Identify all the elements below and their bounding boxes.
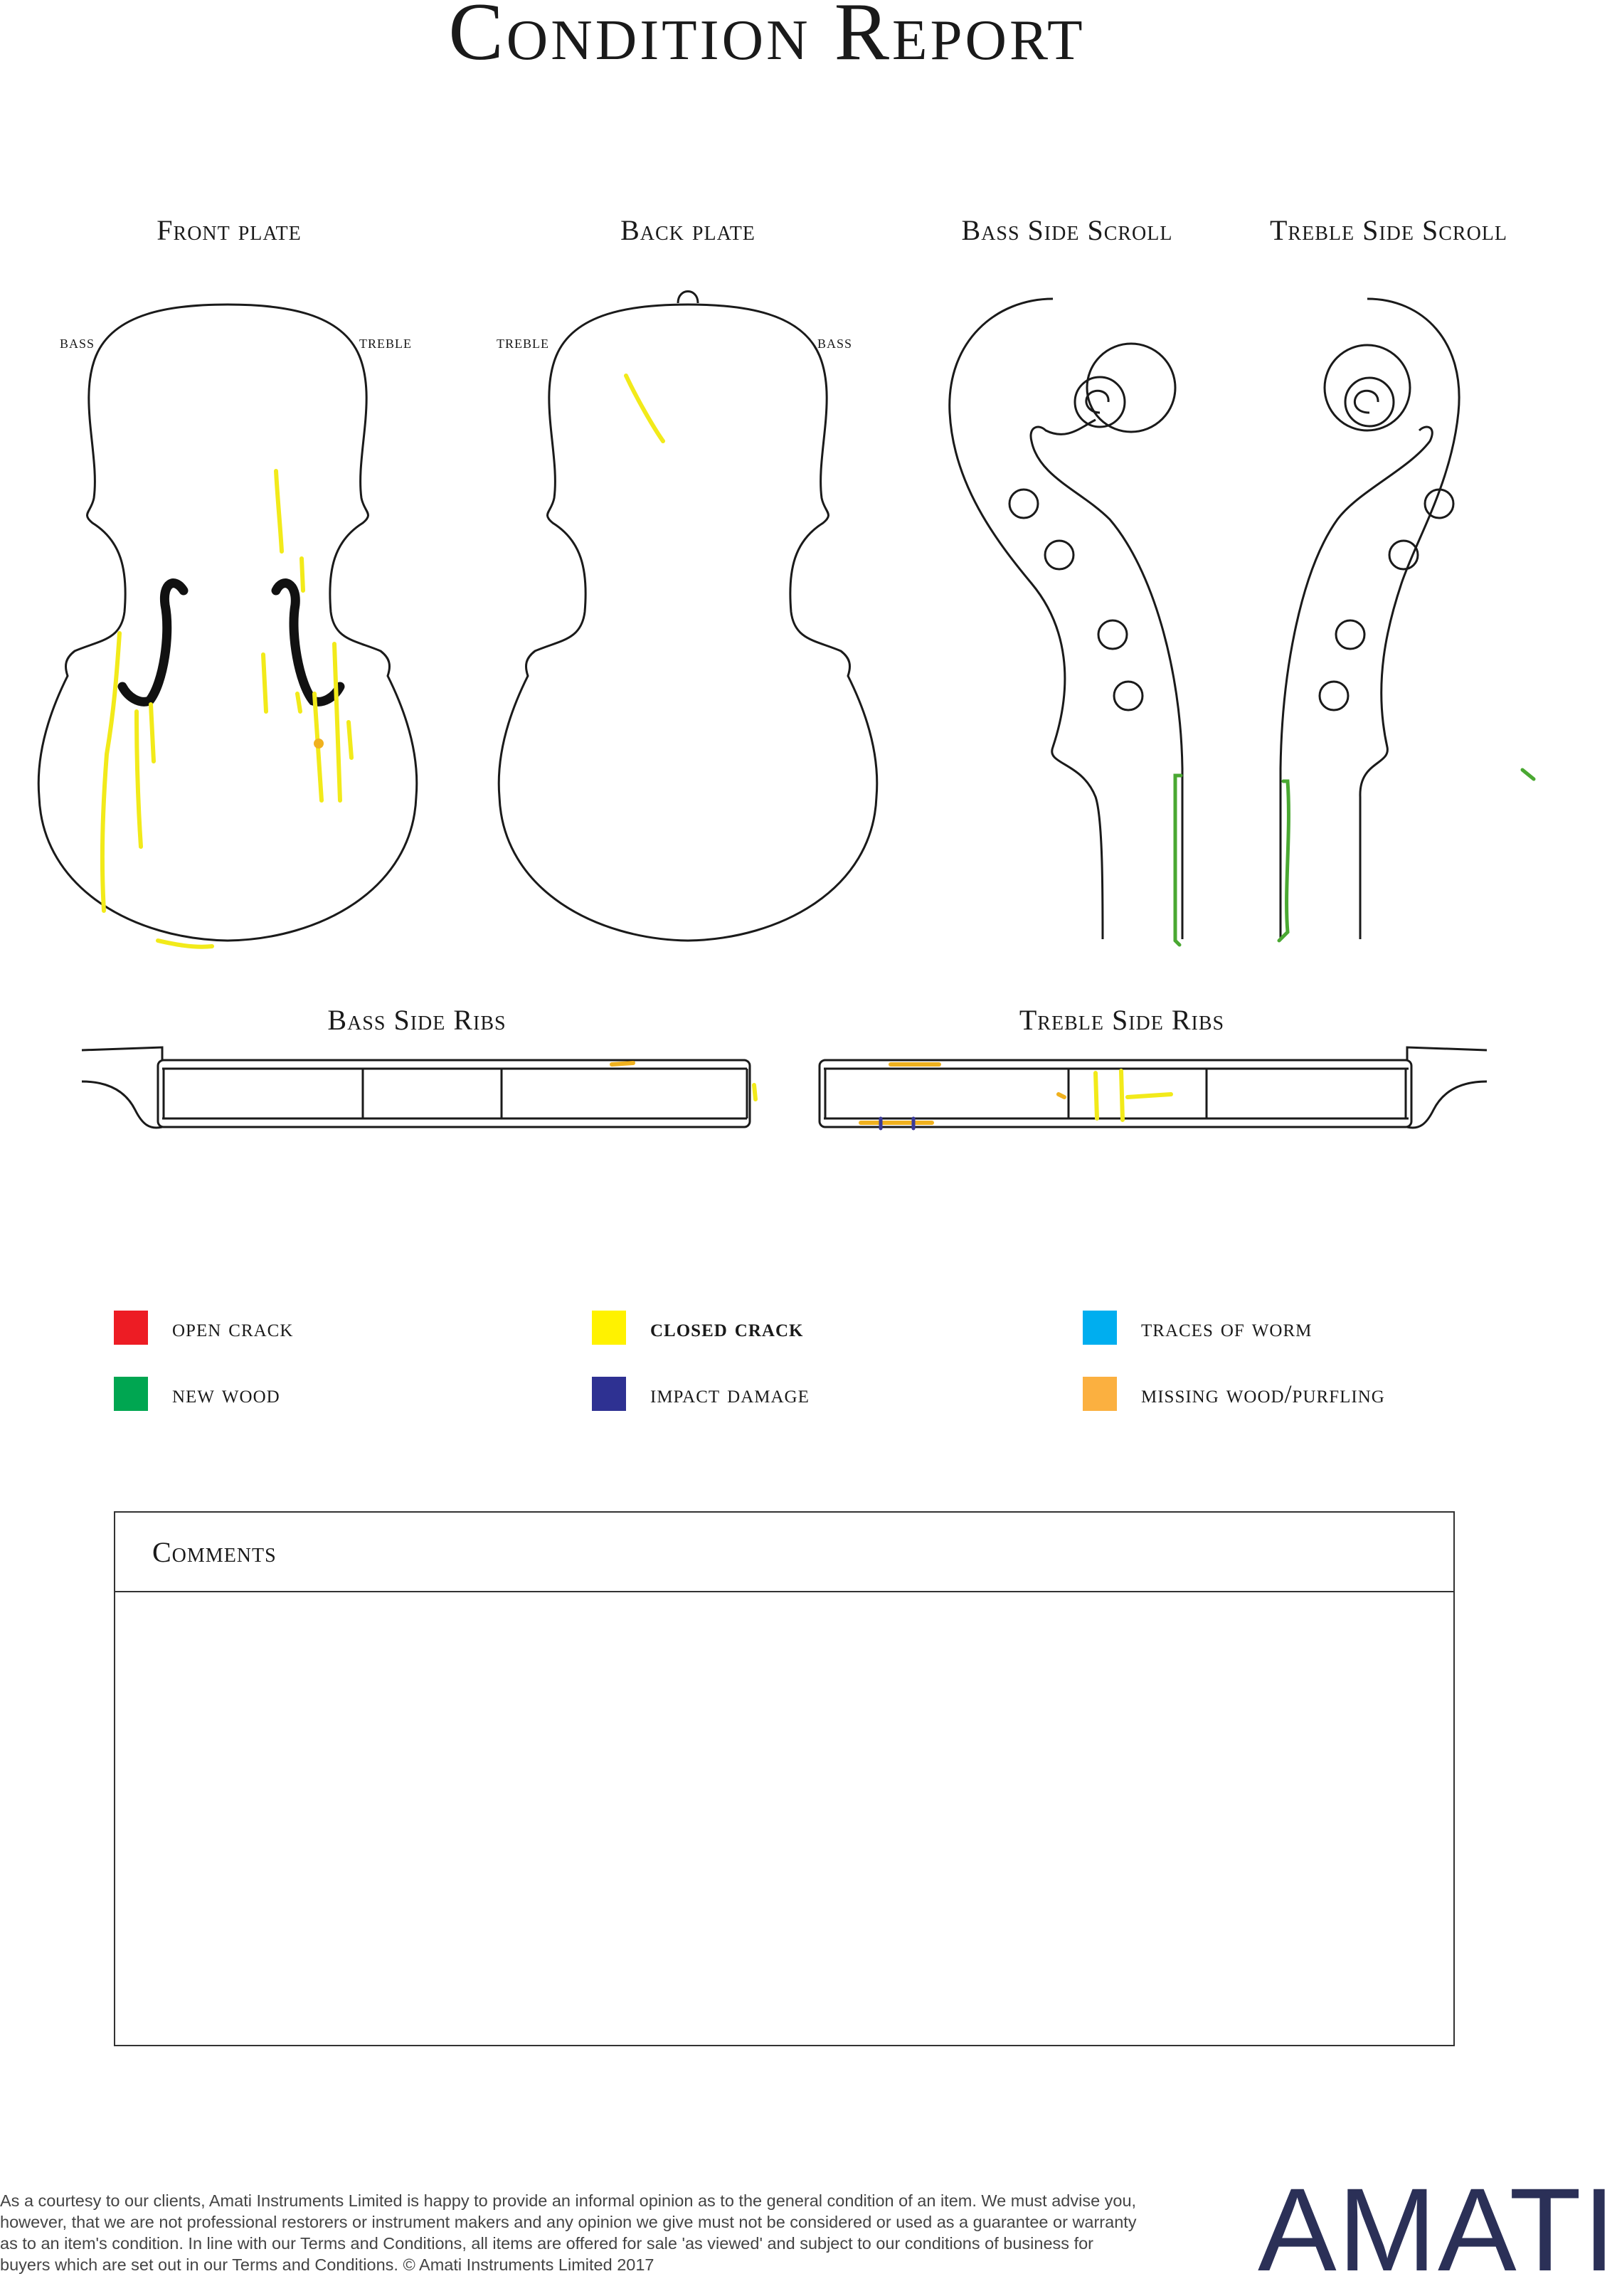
- impact-damage-swatch: [592, 1377, 626, 1411]
- legend-new-wood: [114, 1375, 280, 1412]
- bass-f-hole: [122, 583, 184, 702]
- closed-crack-markings: [102, 376, 1171, 1120]
- treble-side-ribs-outline: [820, 1047, 1487, 1128]
- legend-label: new wood: [172, 1380, 280, 1408]
- comments-body[interactable]: [115, 1592, 1453, 2045]
- front-bass-side-label: bass: [60, 333, 95, 352]
- back-treble-side-label: treble: [497, 333, 549, 352]
- legend-traces-of-worm: [1083, 1309, 1312, 1346]
- front-plate-outline: [38, 305, 417, 941]
- legend-label: open crack: [172, 1313, 294, 1342]
- legend-missing-wood-purfling: [1083, 1375, 1385, 1412]
- bass-side-scroll-label: Bass Side Scroll: [961, 214, 1173, 246]
- legend-label: impact damage: [650, 1380, 810, 1408]
- back-bass-side-label: bass: [817, 333, 853, 352]
- legend-label: traces of worm: [1141, 1313, 1313, 1342]
- missing-wood-swatch: [1083, 1377, 1117, 1411]
- traces-of-worm-swatch: [1083, 1311, 1117, 1345]
- legend-closed-crack: [592, 1309, 803, 1346]
- front-plate-label: Front plate: [157, 214, 302, 246]
- closed-crack-swatch: [592, 1311, 626, 1345]
- open-crack-swatch: [114, 1311, 148, 1345]
- comments-box: [114, 1511, 1455, 2046]
- bass-side-ribs-label: Bass Side Ribs: [327, 1004, 507, 1036]
- back-plate-button: [678, 292, 698, 304]
- legend-impact-damage: [592, 1375, 810, 1412]
- treble-side-scroll-label: Treble Side Scroll: [1269, 214, 1508, 246]
- new-wood-markings: [1175, 770, 1534, 945]
- missing-wood-markings: [316, 741, 1064, 1123]
- bass-side-scroll-outline: [950, 299, 1182, 939]
- comments-heading: Comments: [115, 1513, 1453, 1592]
- legend-label: closed crack: [650, 1313, 804, 1342]
- instrument-diagram: [0, 0, 1534, 1210]
- treble-side-ribs-label: Treble Side Ribs: [1019, 1004, 1225, 1036]
- disclaimer-text: As a courtesy to our clients, Amati Instruments Limited is happy to provide an informal opinion as to the general condition of an item. We must advise you, however, that we are not professional restorers or instrument makers and any opinion we give must not be considered or used as a guarantee or warranty as to an item's condition. In line with our Terms and Conditions, all items are offered for sale 'as viewed' and subject to our conditions of business for buyers which are set out in our Terms and Conditions. © Amati Instruments Limited 2017: [0, 2191, 1137, 2274]
- bass-side-ribs-outline: [82, 1047, 750, 1128]
- f-holes: [122, 583, 340, 702]
- legend-label: missing wood/purfling: [1141, 1380, 1385, 1408]
- back-plate-outline: [499, 305, 877, 941]
- legend-open-crack: [114, 1309, 293, 1346]
- treble-side-scroll-outline: [1281, 299, 1459, 939]
- front-treble-side-label: treble: [359, 333, 412, 352]
- new-wood-swatch: [114, 1377, 148, 1411]
- page-title: Condition Report: [448, 0, 1086, 78]
- back-plate-label: Back plate: [620, 214, 756, 246]
- amati-logo: AMATI: [1258, 2164, 1617, 2296]
